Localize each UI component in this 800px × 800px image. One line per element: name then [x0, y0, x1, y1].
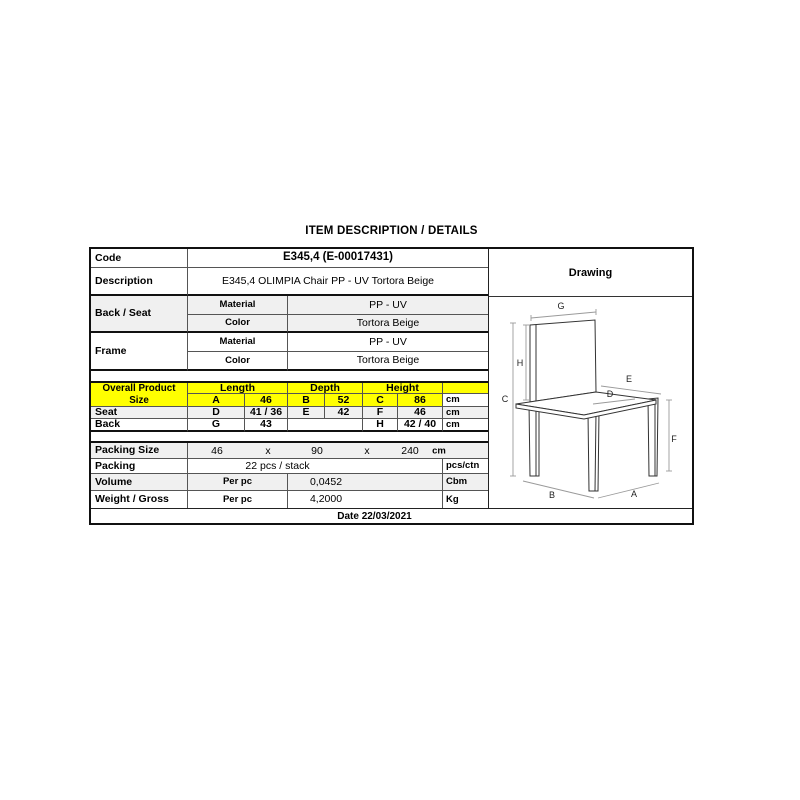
frame-color-value: Tortora Beige — [288, 352, 488, 371]
packing-unit: pcs/ctn — [443, 459, 488, 474]
back-empty-cell — [288, 419, 363, 432]
description-label: Description — [91, 268, 188, 296]
dim-d-value: 41 / 36 — [245, 407, 288, 419]
back-seat-color-label: Color — [188, 315, 288, 333]
packing-size-v3: 240 — [401, 444, 419, 457]
back-label: Back — [91, 419, 188, 432]
dim-label-e: E — [625, 374, 633, 384]
dim-label-c: C — [501, 394, 509, 404]
drawing-panel — [489, 249, 692, 508]
packing-size-unit: cm — [432, 444, 446, 456]
volume-value: 0,0452 — [288, 474, 443, 491]
dim-h-key: H — [363, 419, 398, 432]
spec-grid — [91, 249, 489, 508]
size-header-unit-cell — [443, 383, 488, 394]
back-seat-color-value: Tortora Beige — [288, 315, 488, 333]
packing-size-v2: 90 — [311, 444, 323, 457]
overall-unit: cm — [443, 394, 488, 407]
dim-g-value: 43 — [245, 419, 288, 432]
dim-f-key: F — [363, 407, 398, 419]
dim-label-d: D — [606, 389, 614, 399]
dim-d-key: D — [188, 407, 245, 419]
back-seat-material-label: Material — [188, 296, 288, 315]
dim-a-value: 46 — [245, 394, 288, 407]
page-title: ITEM DESCRIPTION / DETAILS — [305, 225, 478, 237]
back-seat-label: Back / Seat — [91, 296, 188, 333]
dim-a-key: A — [188, 394, 245, 407]
frame-color-label: Color — [188, 352, 288, 371]
packing-label: Packing — [91, 459, 188, 474]
dim-label-h: H — [516, 358, 524, 368]
code-label: Code — [91, 249, 188, 268]
packing-size-v1: 46 — [211, 444, 223, 457]
frame-label: Frame — [91, 333, 188, 371]
packing-size-x1: x — [265, 444, 271, 457]
frame-material-value: PP - UV — [288, 333, 488, 352]
seat-unit: cm — [443, 407, 488, 419]
dim-b-value: 52 — [325, 394, 363, 407]
weight-unit: Kg — [443, 491, 488, 508]
dim-label-g: G — [557, 301, 565, 311]
chair-outline — [516, 320, 658, 491]
dim-e-value: 42 — [325, 407, 363, 419]
dim-c-value: 86 — [398, 394, 443, 407]
volume-per: Per pc — [188, 474, 288, 491]
depth-header: Depth — [288, 383, 363, 394]
height-header: Height — [363, 383, 443, 394]
code-value: E345,4 (E-00017431) — [188, 249, 488, 268]
dim-g-key: G — [188, 419, 245, 432]
dim-b-key: B — [288, 394, 325, 407]
dim-h-value: 42 / 40 — [398, 419, 443, 432]
packing-size-values — [188, 443, 488, 459]
packing-value: 22 pcs / stack — [188, 459, 443, 474]
weight-per: Per pc — [188, 491, 288, 508]
drawing-area — [489, 297, 692, 508]
seat-label: Seat — [91, 407, 188, 419]
back-unit: cm — [443, 419, 488, 432]
volume-label: Volume — [91, 474, 188, 491]
dim-e-key: E — [288, 407, 325, 419]
back-seat-material-value: PP - UV — [288, 296, 488, 315]
dim-label-a: A — [630, 489, 638, 499]
dim-label-b: B — [548, 490, 556, 500]
spacer-row — [91, 432, 488, 443]
weight-label: Weight / Gross — [91, 491, 188, 508]
description-value: E345,4 OLIMPIA Chair PP - UV Tortora Beige — [188, 268, 488, 296]
packing-size-label: Packing Size — [91, 443, 188, 459]
drawing-title: Drawing — [489, 249, 692, 297]
chair-drawing — [489, 297, 693, 508]
frame-material-label: Material — [188, 333, 288, 352]
spec-sheet-table — [89, 247, 694, 525]
dim-f-value: 46 — [398, 407, 443, 419]
packing-size-x2: x — [364, 444, 370, 457]
dim-c-key: C — [363, 394, 398, 407]
date-row: Date 22/03/2021 — [91, 508, 692, 523]
length-header: Length — [188, 383, 288, 394]
spacer-row — [91, 371, 488, 383]
volume-unit: Cbm — [443, 474, 488, 491]
overall-size-label — [91, 383, 188, 407]
overall-size-label-line1: Overall Product — [102, 383, 176, 395]
weight-value: 4,2000 — [288, 491, 443, 508]
table-main — [91, 249, 692, 508]
dim-label-f: F — [671, 434, 677, 444]
overall-size-label-line2: Size — [129, 394, 149, 406]
